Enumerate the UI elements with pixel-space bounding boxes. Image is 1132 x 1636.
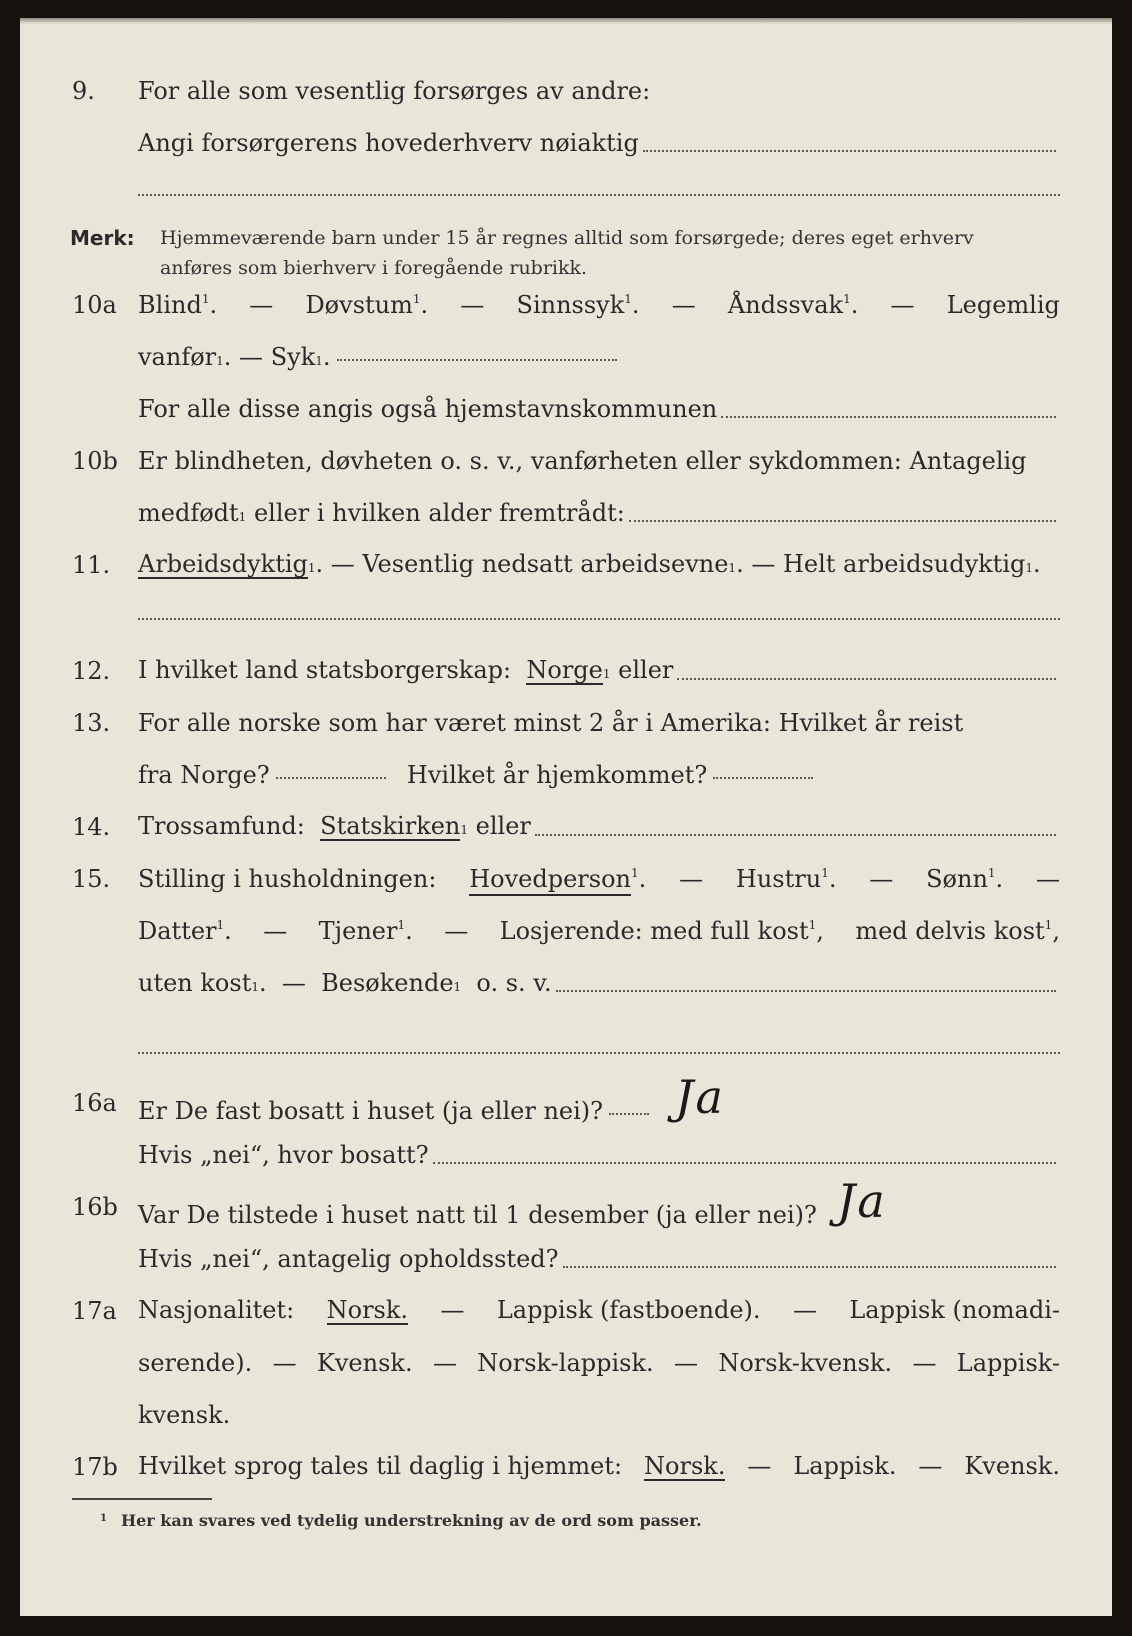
answer-line[interactable] bbox=[721, 416, 1056, 418]
option-helt-arbeidsudyktig[interactable]: Helt arbeidsudyktig bbox=[782, 549, 1026, 578]
note-line: Hjemmeværende barn under 15 år regnes alltid som forsørgede; deres eget erhverv bbox=[160, 227, 974, 249]
question-9-line-1 bbox=[20, 66, 1112, 116]
option-vanfor[interactable]: vanfør bbox=[138, 343, 217, 371]
footnote-mark: 1 bbox=[100, 1513, 107, 1524]
option-sprog-kvensk[interactable]: Kvensk. bbox=[964, 1451, 1060, 1480]
answer-line[interactable] bbox=[138, 194, 1060, 196]
question-number: 12. bbox=[72, 657, 111, 685]
option-lappisk-nomadiserende-cont[interactable]: serende). bbox=[138, 1349, 253, 1377]
question-text: Nasjonalitet: bbox=[138, 1295, 295, 1324]
question-text: For alle som vesentlig forsørges av andre: bbox=[138, 77, 651, 105]
question-text: Hvis „nei“, antagelig opholdssted? bbox=[138, 1245, 559, 1273]
option-sprog-lappisk[interactable]: Lappisk. bbox=[793, 1451, 897, 1480]
answer-line[interactable] bbox=[609, 1113, 649, 1115]
question-number: 13. bbox=[72, 709, 111, 737]
question-text: Hvis „nei“, hvor bosatt? bbox=[138, 1141, 429, 1169]
answer-line[interactable] bbox=[138, 618, 1060, 620]
question-17b: 17b Hvilket sprog tales til daglig i hjemmet: Norsk. — Lappisk. — Kvensk. bbox=[72, 1451, 1060, 1481]
question-text: Er blindheten, døvheten o. s. v., vanførheten eller sykdommen: Antagelig bbox=[138, 447, 1027, 475]
question-text: Angi forsørgerens hovederhverv nøiaktig bbox=[138, 129, 639, 157]
question-number: 16b bbox=[72, 1193, 118, 1221]
question-17a-line-2: serende). — Kvensk. — Norsk-lappisk. — Norsk-kvensk. — Lappisk- bbox=[138, 1349, 1060, 1377]
answer-line[interactable] bbox=[276, 777, 386, 779]
option-uten-kost[interactable]: uten kost bbox=[138, 969, 252, 997]
option-lappisk-kvensk-cont[interactable]: kvensk. bbox=[138, 1401, 231, 1429]
question-text: fra Norge? bbox=[138, 761, 270, 789]
question-12: 12. I hvilket land statsborgerskap: Norge 1 eller bbox=[20, 646, 1112, 696]
question-number: 15. bbox=[72, 865, 111, 893]
question-text: Stilling i husholdningen: bbox=[138, 865, 437, 893]
note-line: anføres som bierhverv i foregående rubrikk. bbox=[160, 257, 588, 279]
question-16b-line-1 bbox=[20, 1174, 1112, 1232]
question-15-line-1: 15. Stilling i husholdningen: Hovedperson$^1$. — Hustru$^1$. — Sønn$^1$. — bbox=[20, 854, 1112, 904]
option-lappisk-kvensk[interactable]: Lappisk- bbox=[956, 1349, 1060, 1377]
question-text: Hvilket sprog tales til daglig i hjemmet: bbox=[138, 1451, 623, 1480]
question-11: 11. Arbeidsdyktig 1 . — Vesentlig nedsatt arbeidsevne 1 . — Helt arbeidsudyktig 1 . bbox=[72, 549, 1041, 579]
answer-line[interactable] bbox=[629, 520, 1056, 522]
answer-line[interactable] bbox=[337, 359, 617, 361]
question-number: 16a bbox=[72, 1089, 117, 1117]
question-text: Var De tilstede i huset natt til 1 desember (ja eller nei)? bbox=[138, 1201, 817, 1229]
option-besokende[interactable]: Besøkende bbox=[321, 969, 454, 997]
option-sprog-norsk-selected[interactable]: Norsk. bbox=[644, 1451, 726, 1480]
question-10a-line-3 bbox=[20, 384, 1112, 434]
option-full-kost[interactable]: Losjerende: med full kost bbox=[499, 917, 809, 945]
question-10b-line-2: medfødt 1 eller i hvilken alder fremtrådt: bbox=[20, 488, 1112, 538]
question-14: 14. Trossamfund: Statskirken 1 eller bbox=[20, 802, 1112, 852]
question-10a-line-2: vanfør 1 . — Syk 1 . bbox=[20, 332, 1112, 382]
option-datter[interactable]: Datter bbox=[138, 917, 217, 945]
census-form-page bbox=[20, 18, 1112, 1616]
option-hustru[interactable]: Hustru bbox=[735, 865, 822, 893]
option-medfodt[interactable]: medfødt bbox=[138, 499, 239, 527]
option-tjener[interactable]: Tjener bbox=[318, 917, 398, 945]
question-text: eller i hvilken alder fremtrådt: bbox=[253, 499, 625, 527]
question-number: 14. bbox=[72, 813, 111, 841]
question-number: 17a bbox=[72, 1297, 117, 1325]
option-norge-selected[interactable]: Norge bbox=[526, 655, 603, 684]
option-statskirken-selected[interactable]: Statskirken bbox=[320, 811, 461, 840]
option-syk[interactable]: Syk bbox=[270, 343, 316, 371]
answer-line[interactable] bbox=[433, 1162, 1056, 1164]
question-number: 11. bbox=[72, 551, 111, 579]
question-text: For alle norske som har været minst 2 år i Amerika: Hvilket år reist bbox=[138, 709, 964, 737]
option-andssvak[interactable]: Åndssvak bbox=[727, 291, 844, 319]
answer-line[interactable] bbox=[556, 990, 1056, 992]
option-kvensk[interactable]: Kvensk. bbox=[316, 1349, 413, 1377]
answer-line[interactable] bbox=[535, 834, 1056, 836]
handwritten-answer[interactable]: Ja bbox=[836, 1174, 887, 1228]
question-13-line-1 bbox=[20, 698, 1112, 748]
option-blind[interactable]: Blind bbox=[138, 291, 202, 319]
question-text: I hvilket land statsborgerskap: bbox=[138, 655, 512, 684]
note-label: Merk: bbox=[70, 226, 135, 250]
question-9-line-2 bbox=[20, 118, 1112, 168]
question-number: 10a bbox=[72, 291, 117, 319]
option-lappisk-nomadiserende[interactable]: Lappisk (nomadi- bbox=[849, 1295, 1060, 1324]
question-number: 17b bbox=[72, 1453, 118, 1481]
footnote-divider bbox=[72, 1498, 212, 1500]
question-10a-line-1: 10a Blind$^1$. — Døvstum$^1$. — Sinnssyk$^1$. — Åndssvak$^1$. — Legemlig bbox=[72, 291, 1060, 319]
option-arbeidsdyktig-selected[interactable]: Arbeidsdyktig bbox=[138, 549, 308, 578]
option-norsk-kvensk[interactable]: Norsk-kvensk. bbox=[718, 1349, 893, 1377]
note-block bbox=[70, 223, 1060, 283]
question-16b-line-2 bbox=[20, 1234, 1112, 1284]
question-15-line-3: uten kost 1 . — Besøkende 1 o. s. v. bbox=[20, 958, 1112, 1008]
option-legemlig[interactable]: Legemlig bbox=[946, 291, 1060, 319]
option-nedsatt-arbeidsevne[interactable]: Vesentlig nedsatt arbeidsevne bbox=[362, 549, 729, 578]
question-16a-line-1 bbox=[20, 1070, 1112, 1128]
handwritten-answer[interactable]: Ja bbox=[675, 1070, 725, 1124]
footnote-text: Her kan svares ved tydelig understrekning av de ord som passer. bbox=[120, 1511, 702, 1530]
answer-line[interactable] bbox=[677, 678, 1056, 680]
option-lappisk-fastboende[interactable]: Lappisk (fastboende). bbox=[496, 1295, 761, 1324]
option-hovedperson-selected[interactable]: Hovedperson bbox=[469, 865, 631, 896]
footnote bbox=[100, 1511, 702, 1530]
answer-line[interactable] bbox=[563, 1266, 1056, 1268]
answer-line[interactable] bbox=[643, 150, 1056, 152]
question-17a-line-1: 17a Nasjonalitet: Norsk. — Lappisk (fastboende). — Lappisk (nomadi- bbox=[72, 1295, 1060, 1325]
answer-line[interactable] bbox=[713, 777, 813, 779]
question-text: Trossamfund: bbox=[138, 811, 305, 840]
option-delvis-kost[interactable]: med delvis kost bbox=[855, 917, 1045, 945]
question-text: For alle disse angis også hjemstavnskommunen bbox=[138, 395, 718, 423]
question-10b-line-1 bbox=[20, 436, 1112, 486]
question-13-line-2 bbox=[20, 750, 1112, 800]
option-norsk-lappisk[interactable]: Norsk-lappisk. bbox=[477, 1349, 654, 1377]
question-text: Er De fast bosatt i huset (ja eller nei)? bbox=[138, 1097, 604, 1125]
question-17a-line-3 bbox=[20, 1390, 1112, 1440]
option-dovstum[interactable]: Døvstum bbox=[305, 291, 413, 319]
question-number: 10b bbox=[72, 447, 118, 475]
answer-line[interactable] bbox=[138, 1052, 1060, 1054]
option-sonn[interactable]: Sønn bbox=[926, 865, 988, 893]
question-16a-line-2 bbox=[20, 1130, 1112, 1180]
question-number: 9. bbox=[72, 77, 95, 105]
question-15-line-2: Datter$^1$. — Tjener$^1$. — Losjerende: med full kost$^1$, med delvis kost$^1$, bbox=[138, 917, 1060, 945]
option-sinnssyk[interactable]: Sinnssyk bbox=[516, 291, 625, 319]
question-text: Hvilket år hjemkommet? bbox=[406, 761, 708, 789]
option-norsk-selected[interactable]: Norsk. bbox=[326, 1295, 409, 1324]
